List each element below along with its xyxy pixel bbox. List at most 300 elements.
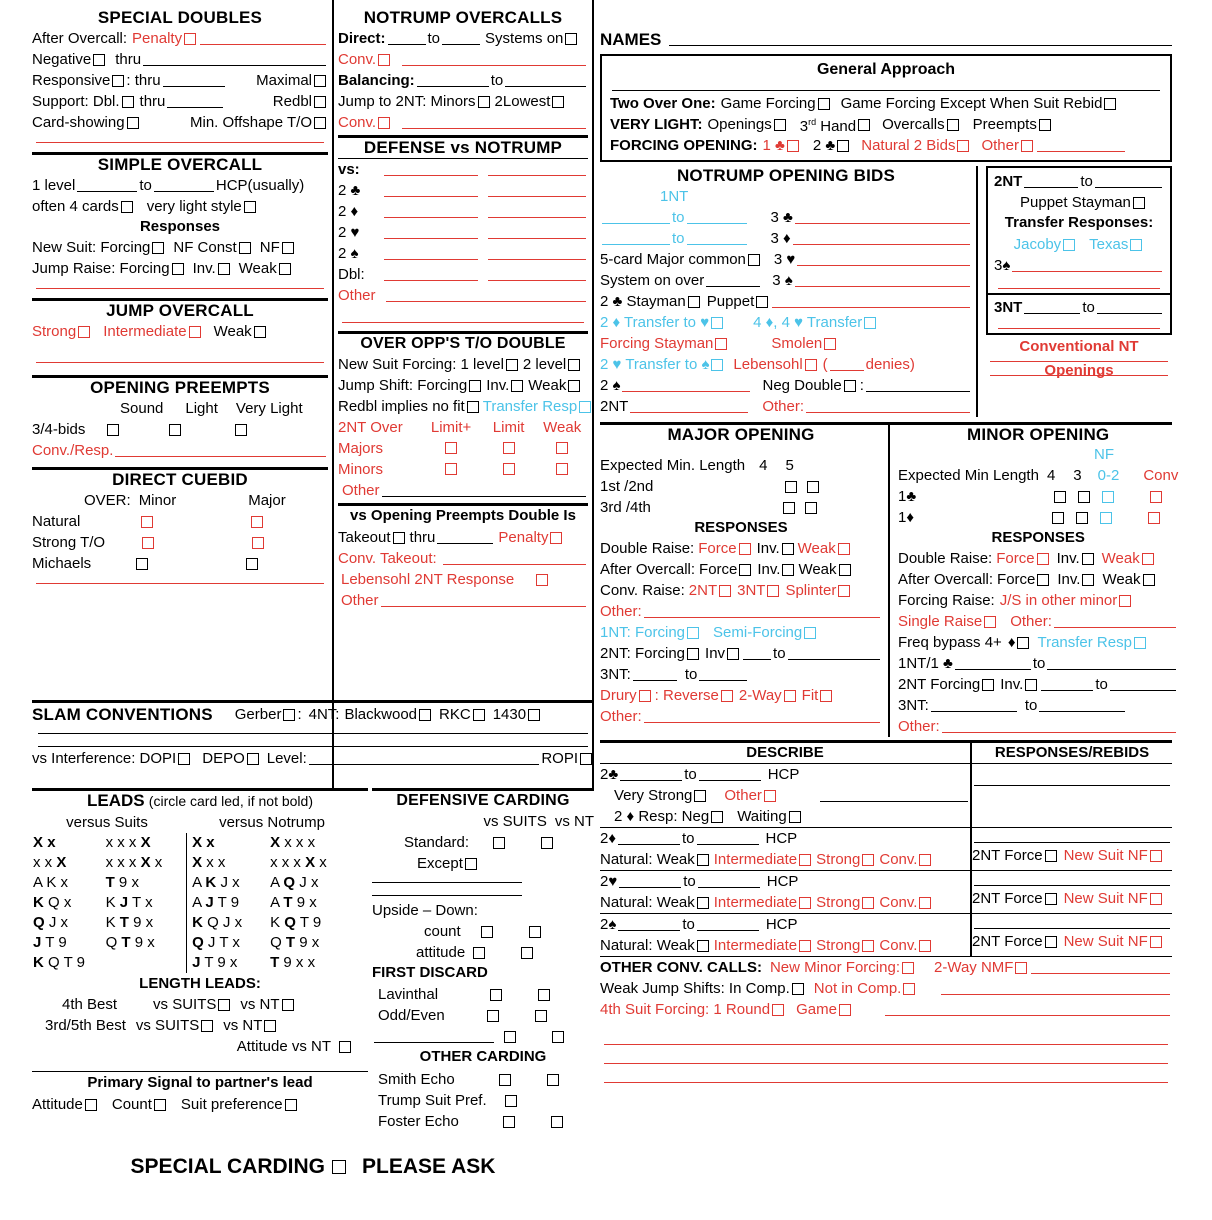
neg-double-checkbox[interactable]: [844, 380, 856, 392]
minor-transfer-resp-checkbox[interactable]: [1134, 637, 1146, 649]
lebensohl-2nt-checkbox[interactable]: [536, 574, 548, 586]
minor-dr-inv-checkbox[interactable]: [1082, 553, 1094, 565]
dc-count-nt-checkbox[interactable]: [529, 926, 541, 938]
balancing-to-label: to: [490, 71, 504, 89]
describe-conv-checkbox[interactable]: [919, 940, 931, 952]
nt-range1-to-blank[interactable]: [687, 212, 747, 224]
conv-takeout-blank[interactable]: [443, 553, 586, 565]
new-suit-forcing-checkbox[interactable]: [152, 242, 164, 254]
support-dbl-checkbox[interactable]: [122, 96, 134, 108]
minor-1c-4-checkbox[interactable]: [1054, 491, 1066, 503]
jump-2nt-minors-checkbox[interactable]: [478, 96, 490, 108]
major-semi-forcing-label: Semi-Forcing: [713, 623, 803, 641]
nt-range1-from-blank[interactable]: [602, 212, 670, 224]
dc-odd-even-nt-checkbox[interactable]: [535, 1010, 547, 1022]
preempts-very-light-checkbox[interactable]: [235, 424, 247, 436]
minors-weak-checkbox[interactable]: [556, 463, 568, 475]
jump-intermediate-checkbox[interactable]: [189, 326, 201, 338]
minor-1c-conv-checkbox[interactable]: [1150, 491, 1162, 503]
dvn-row-blank-1[interactable]: [384, 185, 478, 197]
nsf-2-level-checkbox[interactable]: [568, 359, 580, 371]
system-on-over-blank[interactable]: [706, 275, 760, 287]
describe-strong-checkbox[interactable]: [862, 854, 874, 866]
redbl-checkbox[interactable]: [314, 96, 326, 108]
twont-from-blank[interactable]: [1024, 176, 1078, 188]
smolen-checkbox[interactable]: [824, 338, 836, 350]
describe-title: DESCRIBE: [600, 743, 972, 763]
nt-conv-checkbox-1[interactable]: [378, 54, 390, 66]
describe-suit-from-blank[interactable]: [618, 919, 680, 931]
dvn-row-blank-2[interactable]: [488, 185, 586, 197]
natural-2-bids-checkbox[interactable]: [957, 140, 969, 152]
special-carding-checkbox[interactable]: [332, 1160, 346, 1174]
neg-double-blank[interactable]: [866, 380, 970, 392]
ga-openings-checkbox[interactable]: [774, 119, 786, 131]
dc-smith-nt-checkbox[interactable]: [547, 1074, 559, 1086]
describe-weak-checkbox[interactable]: [697, 940, 709, 952]
limit-plus-label: Limit+: [430, 418, 472, 436]
dvn-vs-blank-2[interactable]: [488, 164, 586, 176]
vsp-penalty-checkbox[interactable]: [550, 532, 562, 544]
primary-count-checkbox[interactable]: [154, 1099, 166, 1111]
major-dr-inv-checkbox[interactable]: [782, 543, 794, 555]
describe-intermediate-checkbox[interactable]: [799, 854, 811, 866]
rr-2nt-force-checkbox[interactable]: [1045, 850, 1057, 862]
dc-trump-pref-label: Trump Suit Pref.: [378, 1091, 487, 1109]
one-level-to-blank[interactable]: [154, 180, 214, 192]
major-1st2nd-5-checkbox[interactable]: [807, 481, 819, 493]
attitude-vs-nt-checkbox[interactable]: [339, 1041, 351, 1053]
minor-3nt-from-blank[interactable]: [931, 700, 1017, 712]
two-c-to-blank[interactable]: [699, 769, 761, 781]
dc-blank-suits-checkbox[interactable]: [504, 1031, 516, 1043]
minor-1c-3-checkbox[interactable]: [1078, 491, 1090, 503]
dc-trump-suits-checkbox[interactable]: [505, 1095, 517, 1107]
twont-write-line[interactable]: [998, 288, 1160, 289]
minor-ao-weak-checkbox[interactable]: [1143, 574, 1155, 586]
major-ao-inv-checkbox[interactable]: [782, 564, 794, 576]
responsive-checkbox[interactable]: [112, 75, 124, 87]
third-fifth-vs-nt-checkbox[interactable]: [264, 1020, 276, 1032]
support-thru-blank[interactable]: [167, 96, 223, 108]
nt-conv-blank-1[interactable]: [402, 54, 586, 66]
new-suit-forcing-row: [338, 354, 588, 375]
threent-from-blank[interactable]: [1024, 302, 1080, 314]
one-level-from-blank[interactable]: [77, 180, 137, 192]
minor-2nt-from-blank[interactable]: [1041, 679, 1093, 691]
denies-blank[interactable]: [830, 359, 864, 371]
dc-except-label: Except: [417, 854, 463, 872]
majors-limit-plus-checkbox[interactable]: [445, 442, 457, 454]
major-dr-weak-checkbox[interactable]: [838, 543, 850, 555]
three-c-blank[interactable]: [795, 212, 970, 224]
first-discard-title: FIRST DISCARD: [372, 964, 488, 981]
otd-other-blank[interactable]: [382, 485, 586, 497]
rr-new-suit-nf-checkbox[interactable]: [1150, 936, 1162, 948]
preempts-light-checkbox[interactable]: [169, 424, 181, 436]
puppet-blank[interactable]: [772, 296, 970, 308]
card-showing-checkbox[interactable]: [127, 117, 139, 129]
describe-weak-checkbox[interactable]: [697, 854, 709, 866]
dvn-row-blank-2[interactable]: [488, 227, 586, 239]
penalty-blank[interactable]: [200, 33, 326, 45]
rr-new-suit-nf-checkbox[interactable]: [1150, 850, 1162, 862]
three-d-blank[interactable]: [793, 233, 970, 245]
dc-foster-nt-checkbox[interactable]: [551, 1116, 563, 1128]
two-d-transfer-checkbox[interactable]: [711, 317, 723, 329]
general-approach-write-line[interactable]: [612, 90, 1160, 91]
dc-lavinthal-nt-checkbox[interactable]: [538, 989, 550, 1001]
major-ao-force-checkbox[interactable]: [739, 564, 751, 576]
dc-foster-suits-checkbox[interactable]: [503, 1116, 515, 1128]
preempts-sound-checkbox[interactable]: [107, 424, 119, 436]
dc-standard-nt-checkbox[interactable]: [541, 837, 553, 849]
responsive-thru-blank[interactable]: [163, 75, 225, 87]
fsf-round-checkbox[interactable]: [772, 1004, 784, 1016]
cuebid-natural-minor-checkbox[interactable]: [141, 516, 153, 528]
direct-to-blank[interactable]: [442, 33, 480, 45]
bottom-write-line-2[interactable]: [604, 1063, 1168, 1064]
minor-1d-3-checkbox[interactable]: [1076, 512, 1088, 524]
major-2nt-inv-checkbox[interactable]: [727, 648, 739, 660]
describe-weak-checkbox[interactable]: [697, 897, 709, 909]
majors-weak-checkbox[interactable]: [556, 442, 568, 454]
minor-single-raise-checkbox[interactable]: [984, 616, 996, 628]
systems-on-checkbox[interactable]: [565, 33, 577, 45]
cuebid-natural-major-checkbox[interactable]: [251, 516, 263, 528]
threent-to-blank[interactable]: [1097, 302, 1162, 314]
major-3rd4th-4-checkbox[interactable]: [783, 502, 795, 514]
minor-ao-inv-checkbox[interactable]: [1082, 574, 1094, 586]
vsp-other-blank[interactable]: [381, 595, 586, 607]
major-2nt-to-label: to: [773, 644, 786, 662]
major-cr-splinter-checkbox[interactable]: [838, 585, 850, 597]
jump-shift-weak-checkbox[interactable]: [568, 380, 580, 392]
otd-other-label: Other: [342, 481, 380, 499]
negative-checkbox[interactable]: [93, 54, 105, 66]
dvn-other-label: Other: [338, 286, 376, 304]
dc-lavinthal-suits-checkbox[interactable]: [490, 989, 502, 1001]
describe-suit-to-blank[interactable]: [697, 919, 759, 931]
fsf-blank[interactable]: [885, 1004, 1170, 1016]
two-d-resp-neg-checkbox[interactable]: [711, 811, 723, 823]
simple-overcall-write-line[interactable]: [36, 288, 324, 289]
two-h-transfer-checkbox[interactable]: [711, 359, 723, 371]
nf-checkbox[interactable]: [282, 242, 294, 254]
texas-checkbox[interactable]: [1130, 239, 1142, 251]
very-strong-checkbox[interactable]: [694, 790, 706, 802]
jump-strong-checkbox[interactable]: [78, 326, 90, 338]
drury-checkbox[interactable]: [639, 690, 651, 702]
ga-overcalls-checkbox[interactable]: [947, 119, 959, 131]
dc-odd-even-suits-checkbox[interactable]: [487, 1010, 499, 1022]
describe-other-blank[interactable]: [820, 790, 968, 802]
major-cr-3nt-checkbox[interactable]: [767, 585, 779, 597]
five-card-major-label: 5-card Major common: [600, 250, 746, 268]
minor-2nt-to-blank[interactable]: [1110, 679, 1176, 691]
natural-2-bids-label: Natural 2 Bids: [861, 136, 956, 154]
min-offshape-checkbox[interactable]: [314, 117, 326, 129]
dc-standard-suits-checkbox[interactable]: [493, 837, 505, 849]
third-fifth-vs-suits-checkbox[interactable]: [201, 1020, 213, 1032]
major-semi-forcing-checkbox[interactable]: [804, 627, 816, 639]
very-light-style-checkbox[interactable]: [244, 201, 256, 213]
conv-resp-blank[interactable]: [115, 445, 326, 457]
minor-dr-force-checkbox[interactable]: [1037, 553, 1049, 565]
rr-2nt-force-checkbox[interactable]: [1045, 893, 1057, 905]
major-3rd4th-5-checkbox[interactable]: [805, 502, 817, 514]
puppet-stayman-checkbox[interactable]: [1133, 197, 1145, 209]
lead-card: K: [46, 874, 57, 891]
minor-2nt-inv-checkbox[interactable]: [1025, 679, 1037, 691]
rr-new-suit-nf-checkbox[interactable]: [1150, 893, 1162, 905]
nt-conv-checkbox-2[interactable]: [378, 117, 390, 129]
gerber-checkbox[interactable]: [283, 709, 295, 721]
dc-attitude-nt-checkbox[interactable]: [521, 947, 533, 959]
major-ao-weak-checkbox[interactable]: [839, 564, 851, 576]
dvn-row-blank-1[interactable]: [384, 269, 478, 281]
names-blank[interactable]: [669, 34, 1172, 46]
lead-card: T: [132, 894, 141, 911]
nt-range2-to-blank[interactable]: [687, 233, 747, 245]
majors-limit-checkbox[interactable]: [503, 442, 515, 454]
drury-row: [600, 685, 882, 706]
jump-overcall-write-line[interactable]: [36, 362, 324, 363]
dc-count-suits-checkbox[interactable]: [481, 926, 493, 938]
other-conv-calls-block: [600, 957, 1172, 1083]
major-2nt-forcing-checkbox[interactable]: [687, 648, 699, 660]
depo-checkbox[interactable]: [247, 753, 259, 765]
balancing-to-blank[interactable]: [505, 75, 586, 87]
jump-raise-forcing-checkbox[interactable]: [172, 263, 184, 275]
two-way-nmf-checkbox[interactable]: [1015, 962, 1027, 974]
one-club-checkbox[interactable]: [787, 140, 799, 152]
dvn-vs-blank-1[interactable]: [384, 164, 478, 176]
stayman-checkbox[interactable]: [688, 296, 700, 308]
minor-dr-weak-checkbox[interactable]: [1142, 553, 1154, 565]
dvn-row-blank-1[interactable]: [384, 206, 478, 218]
often-4-checkbox[interactable]: [121, 201, 133, 213]
minor-other-blank[interactable]: [1054, 616, 1176, 628]
balancing-from-blank[interactable]: [417, 75, 489, 87]
minor-freq-bypass-checkbox[interactable]: [1017, 637, 1029, 649]
threent-write-line[interactable]: [998, 328, 1160, 329]
major-3nt-from-blank[interactable]: [633, 669, 677, 681]
minor-1nt-from-blank[interactable]: [955, 658, 1031, 670]
cuebid-strong-to-major-checkbox[interactable]: [252, 537, 264, 549]
jump-shift-inv-checkbox[interactable]: [511, 380, 523, 392]
three-s-blank[interactable]: [795, 275, 970, 287]
dc-smith-suits-checkbox[interactable]: [499, 1074, 511, 1086]
minor-3nt-to-blank[interactable]: [1039, 700, 1125, 712]
wjs-blank[interactable]: [941, 983, 1170, 995]
jump-raise-inv-checkbox[interactable]: [218, 263, 230, 275]
describe-other-checkbox[interactable]: [764, 790, 776, 802]
right-column: [600, 0, 1180, 1083]
ga-other-checkbox[interactable]: [1021, 140, 1033, 152]
twont-to-blank[interactable]: [1095, 176, 1162, 188]
section-special-doubles: [32, 0, 328, 143]
lead-card: T: [63, 954, 73, 971]
dc-write-line-1[interactable]: [372, 882, 522, 883]
leads-row: [32, 933, 368, 953]
describe-intermediate-checkbox[interactable]: [799, 897, 811, 909]
describe-conv-checkbox[interactable]: [919, 897, 931, 909]
major-3nt-to-blank[interactable]: [699, 669, 747, 681]
drury-2way-checkbox[interactable]: [784, 690, 796, 702]
fourth-best-vs-suits-checkbox[interactable]: [218, 999, 230, 1011]
five-card-major-checkbox[interactable]: [748, 254, 760, 266]
minor-ao-force-checkbox[interactable]: [1037, 574, 1049, 586]
direct-cuebid-write-line[interactable]: [36, 583, 324, 584]
bottom-write-line-3[interactable]: [604, 1082, 1168, 1083]
drury-fit-checkbox[interactable]: [820, 690, 832, 702]
nt-range2-from-blank[interactable]: [602, 233, 670, 245]
special-doubles-write-line[interactable]: [36, 142, 324, 143]
rr-line[interactable]: [974, 885, 1170, 886]
nt-lebensohl-checkbox[interactable]: [805, 359, 817, 371]
rr-line[interactable]: [974, 842, 1170, 843]
penalty-checkbox[interactable]: [184, 33, 196, 45]
minor-1d-conv-checkbox[interactable]: [1148, 512, 1160, 524]
major-cr-2nt-checkbox[interactable]: [719, 585, 731, 597]
primary-suit-pref-checkbox[interactable]: [285, 1099, 297, 1111]
puppet-checkbox[interactable]: [756, 296, 768, 308]
describe-strong-checkbox[interactable]: [862, 897, 874, 909]
two-way-nmf-blank[interactable]: [1031, 962, 1170, 974]
jump-weak-checkbox[interactable]: [254, 326, 266, 338]
minor-1nt-to-blank[interactable]: [1047, 658, 1176, 670]
takeout-thru-blank[interactable]: [437, 532, 493, 544]
major-other-blank[interactable]: [644, 606, 880, 618]
wjs-in-comp-checkbox[interactable]: [792, 983, 804, 995]
minor-1d-4-checkbox[interactable]: [1052, 512, 1064, 524]
describe-intermediate-checkbox[interactable]: [799, 940, 811, 952]
major-four-label: 4: [759, 456, 768, 474]
jump-shift-forcing-checkbox[interactable]: [469, 380, 481, 392]
describe-suit-from-blank[interactable]: [619, 876, 681, 888]
fourth-best-vs-nt-checkbox[interactable]: [282, 999, 294, 1011]
minor-expected-row: [898, 465, 1178, 486]
cuebid-row-michaels: [32, 553, 328, 574]
dvn-write-line[interactable]: [342, 322, 584, 323]
not-in-comp-checkbox[interactable]: [903, 983, 915, 995]
three-h-blank[interactable]: [797, 254, 970, 266]
minor-other2-blank[interactable]: [942, 721, 1177, 733]
describe-suit-from-blank[interactable]: [618, 833, 680, 845]
dvn-row: [338, 222, 588, 243]
two-c-to-label: to: [684, 765, 697, 783]
dvn-other-blank[interactable]: [386, 290, 586, 302]
jacoby-checkbox[interactable]: [1063, 239, 1075, 251]
major-2nt-from-blank[interactable]: [743, 648, 771, 660]
lead-nt-1: [187, 893, 270, 913]
four-transfer-checkbox[interactable]: [864, 317, 876, 329]
rr-2nt-force-checkbox[interactable]: [1045, 936, 1057, 948]
major-1st2nd-4-checkbox[interactable]: [785, 481, 797, 493]
major-3nt-label: 3NT:: [600, 665, 631, 683]
game-forcing-checkbox[interactable]: [818, 98, 830, 110]
minor-js-checkbox[interactable]: [1119, 595, 1131, 607]
dc-write-line-2[interactable]: [372, 895, 522, 896]
cuebid-michaels-minor-checkbox[interactable]: [136, 558, 148, 570]
lead-card: 9: [76, 954, 86, 971]
two-lowest-checkbox[interactable]: [552, 96, 564, 108]
dc-except-checkbox[interactable]: [465, 858, 477, 870]
direct-from-blank[interactable]: [388, 33, 426, 45]
new-minor-forcing-checkbox[interactable]: [902, 962, 914, 974]
minor-2nt-forcing-checkbox[interactable]: [982, 679, 994, 691]
major-dr-force-checkbox[interactable]: [739, 543, 751, 555]
cuebid-strong-to-minor-checkbox[interactable]: [142, 537, 154, 549]
dc-blank-nt-checkbox[interactable]: [552, 1031, 564, 1043]
cuebid-michaels-major-checkbox[interactable]: [246, 558, 258, 570]
ga-third-hand-checkbox[interactable]: [858, 119, 870, 131]
dvn-row-blank-1[interactable]: [384, 248, 478, 260]
nt-twont-blank[interactable]: [630, 401, 748, 413]
nt-other-blank[interactable]: [806, 401, 970, 413]
nf-const-checkbox[interactable]: [239, 242, 251, 254]
lead-card: x: [311, 934, 320, 951]
describe-strong-checkbox[interactable]: [862, 940, 874, 952]
describe-suit-to-blank[interactable]: [697, 833, 759, 845]
maximal-checkbox[interactable]: [314, 75, 326, 87]
two-club-checkbox[interactable]: [837, 140, 849, 152]
dvn-row-blank-2[interactable]: [488, 206, 586, 218]
fsf-game-checkbox[interactable]: [839, 1004, 851, 1016]
puppet-label: Puppet: [706, 292, 755, 310]
minor-1d-02-checkbox[interactable]: [1100, 512, 1112, 524]
primary-attitude-checkbox[interactable]: [85, 1099, 97, 1111]
minor-1c-02-checkbox[interactable]: [1102, 491, 1114, 503]
describe-suit-to-blank[interactable]: [698, 876, 760, 888]
two-s-blank[interactable]: [622, 380, 750, 392]
describe-suit-hcp-label: HCP: [766, 872, 799, 890]
dvn-row-blank-1[interactable]: [384, 227, 478, 239]
dopi-checkbox[interactable]: [178, 753, 190, 765]
major-other2-blank[interactable]: [644, 711, 880, 723]
dvn-row-blank-2[interactable]: [488, 269, 586, 281]
nsf-1-level-checkbox[interactable]: [506, 359, 518, 371]
forcing-stayman-checkbox[interactable]: [715, 338, 727, 350]
transfer-resp-checkbox[interactable]: [579, 401, 591, 413]
minors-limit-plus-checkbox[interactable]: [445, 463, 457, 475]
gf-except-checkbox[interactable]: [1104, 98, 1116, 110]
minors-limit-checkbox[interactable]: [503, 463, 515, 475]
waiting-checkbox[interactable]: [789, 811, 801, 823]
ga-preempts-checkbox[interactable]: [1039, 119, 1051, 131]
drury-reverse-checkbox[interactable]: [721, 690, 733, 702]
takeout-checkbox[interactable]: [393, 532, 405, 544]
nt-twont-label: 2NT: [600, 397, 629, 415]
two-c-from-blank[interactable]: [620, 769, 682, 781]
dc-attitude-suits-checkbox[interactable]: [473, 947, 485, 959]
rr-line[interactable]: [974, 928, 1170, 929]
dvn-row-blank-2[interactable]: [488, 248, 586, 260]
lead-card: x: [147, 934, 155, 951]
nt-conv-blank-2[interactable]: [402, 117, 586, 129]
twont-three-s-blank[interactable]: [1012, 260, 1162, 272]
ga-other-blank[interactable]: [1037, 140, 1125, 152]
bottom-write-line-1[interactable]: [604, 1044, 1168, 1045]
describe-conv-checkbox[interactable]: [919, 854, 931, 866]
redbl-no-fit-checkbox[interactable]: [467, 401, 479, 413]
negative-thru-blank[interactable]: [143, 54, 326, 66]
major-1nt-forcing-checkbox[interactable]: [687, 627, 699, 639]
jump-raise-weak-checkbox[interactable]: [279, 263, 291, 275]
major-2nt-to-blank[interactable]: [788, 648, 880, 660]
dc-blank-discard-line[interactable]: [374, 1031, 494, 1043]
